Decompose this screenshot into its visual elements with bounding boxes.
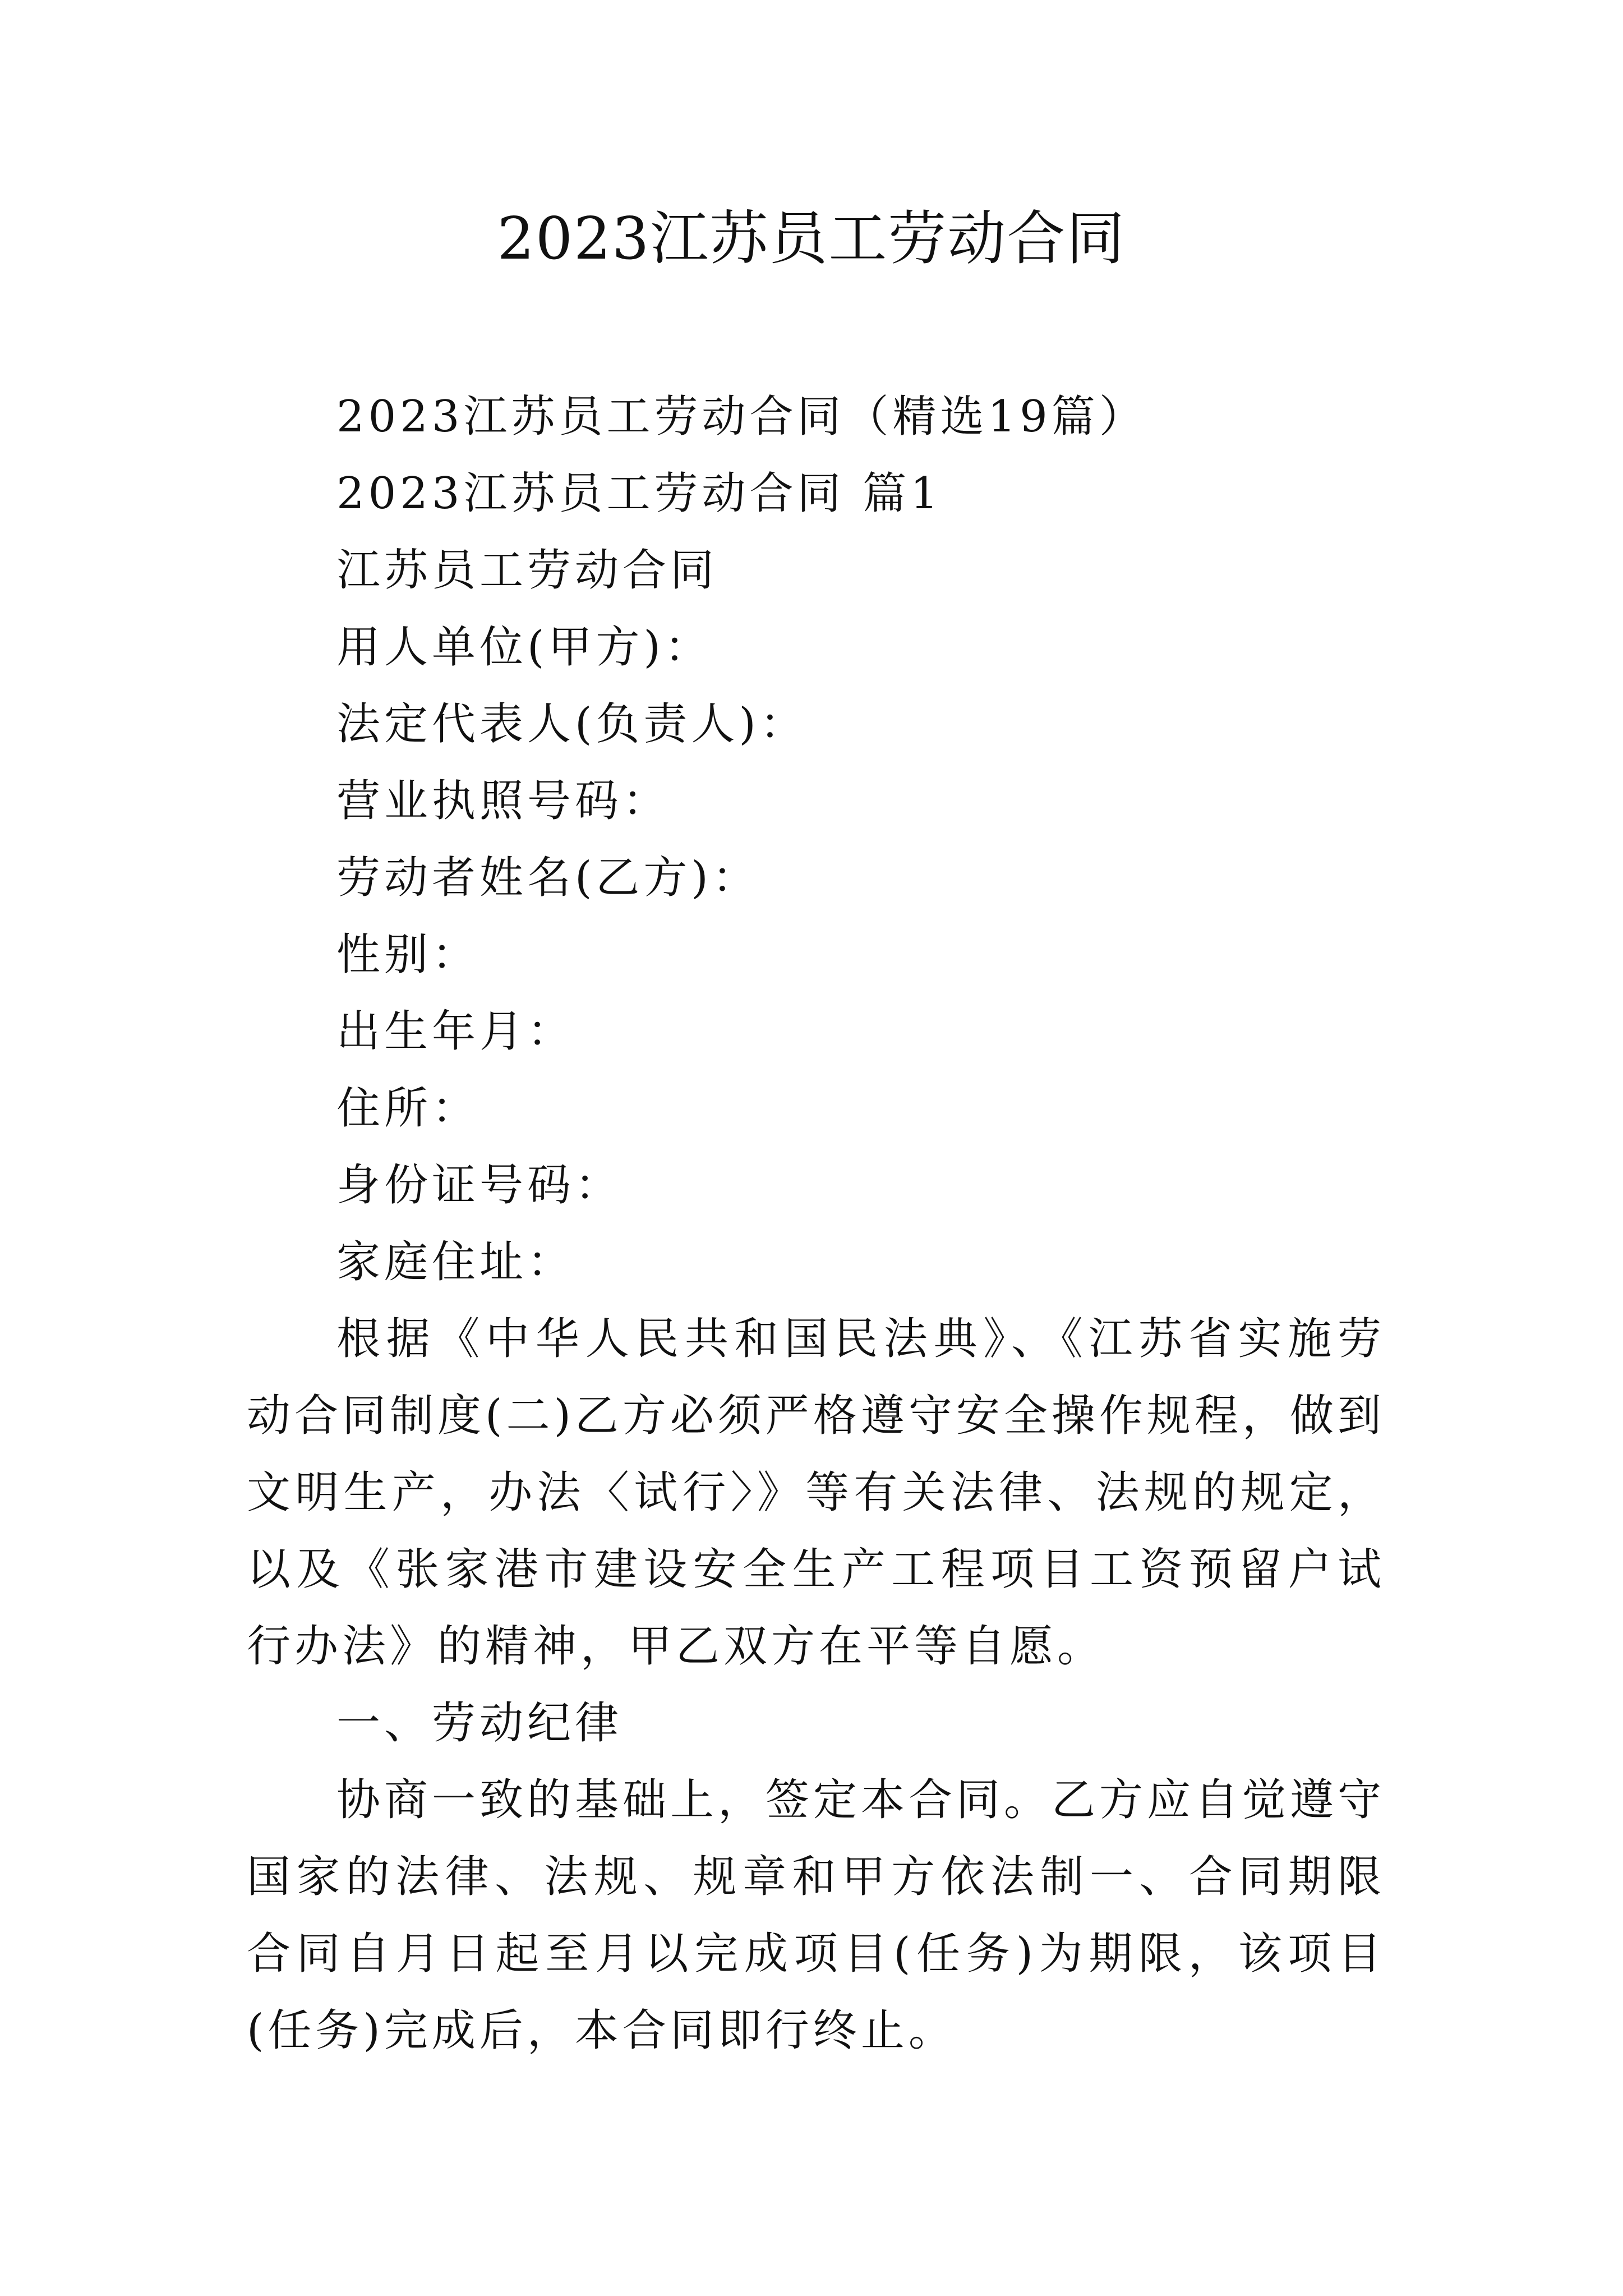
id-number-field: 身份证号码： (336, 1160, 623, 1211)
birth-date-field: 出生年月： (336, 1006, 575, 1057)
section-title-line: 2023江苏员工劳动合同 篇1 (336, 468, 942, 519)
business-license-field: 营业执照号码： (336, 776, 671, 826)
document-title: 2023江苏员工劳动合同 (497, 204, 1126, 273)
subtitle-line: 2023江苏员工劳动合同（精选19篇） (336, 392, 1147, 442)
section-heading-labor-discipline: 一、劳动纪律 (336, 1698, 623, 1749)
home-address-field: 家庭住址： (336, 1237, 575, 1287)
employee-name-field: 劳动者姓名(乙方)： (336, 853, 760, 903)
residence-field: 住所： (336, 1083, 480, 1134)
legal-representative-field: 法定代表人(负责人)： (336, 699, 808, 749)
paragraph-legal-basis: 根据《中华人民共和国民法典》、《江苏省实施劳动合同制度(二)乙方必须严格遵守安全操作规程，做到文明生产，办法〈试行〉》等有关法律、法规的规定，以及《张家港市建设安全生产工程项目工资预留户试行办法》的精神，甲乙双方在平等自愿。 (247, 1314, 1385, 1672)
gender-field: 性别： (336, 930, 480, 980)
employer-field: 用人单位(甲方)： (336, 622, 712, 673)
contract-name-line: 江苏员工劳动合同 (336, 545, 718, 596)
paragraph-contract-term: 协商一致的基础上，签定本合同。乙方应自觉遵守国家的法律、法规、规章和甲方依法制一、合同期限合同自月日起至月以完成项目(任务)为期限，该项目(任务)完成后，本合同即行终止。 (247, 1775, 1386, 2056)
document-body (247, 379, 1385, 2069)
